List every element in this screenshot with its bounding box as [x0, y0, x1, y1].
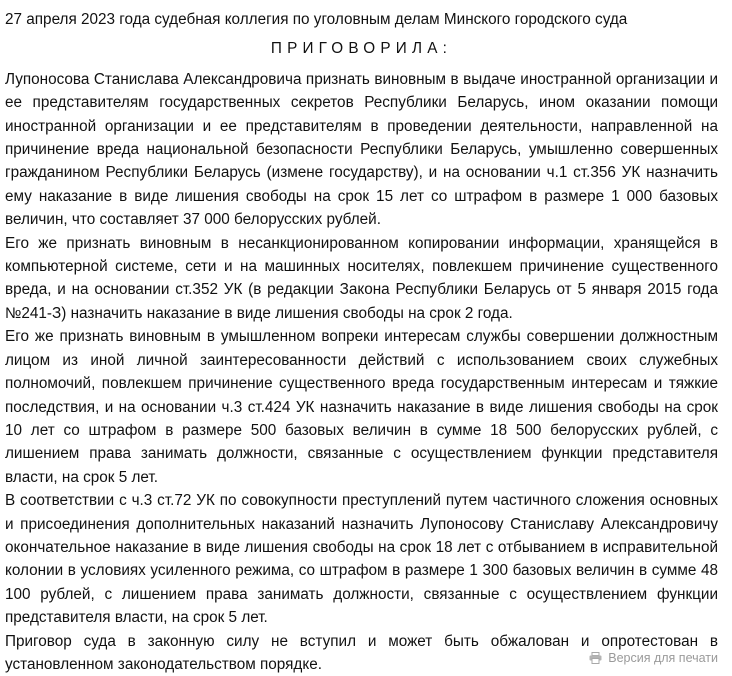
paragraph-sentence-copying: Его же признать виновным в несанкционированном копировании информации, хранящейся в компьютерной системе, сети и на машинных носителях, повлекшем причинение существенного вреда, и на основании ст.352 УК (в редакции Закона Республики Беларусь от 5 января 2015 года №241-З) назначить наказание в виде лишения свободы на срок 2 года.: [5, 234, 718, 322]
print-version-link[interactable]: [589, 651, 718, 665]
printer-icon: [589, 652, 602, 664]
paragraph-appeal-notice: Приговор суда в законную силу не вступил и может быть обжалован и опротестован в установленном законодательством порядке.: [5, 632, 718, 673]
paragraph-sentence-final: В соответствии с ч.3 ст.72 УК по совокупности преступлений путем частичного сложения основных и присоединения дополнительных наказаний назначить Лупоносову Станиславу Александровичу окончательное наказание в виде лишения свободы на срок 18 лет с отбыванием в исправительной колонии в условиях усиленного режима, со штрафом в размере 1 300 базовых величин в сумме 48 100 рублей, с лишением права занимать должности, связанные с осуществлением функции представителя власти, на срок 5 лет.: [5, 492, 718, 627]
print-version-label: Версия для печати: [608, 651, 718, 665]
verdict-document: [5, 8, 718, 676]
paragraph-sentence-main: Лупоносова Станислава Александровича признать виновным в выдаче иностранной организации и ее представителям государственных секретов Республики Беларусь, ином оказании помощи иностранной организации и ее представителям в проведении деятельности, направленной на причинение вреда национальной безопасности Республики Беларусь, умышленно совершенных гражданином Республики Беларусь (измене государству), и на основании ч.1 ст.356 УК назначить ему наказание в виде лишения свободы на срок 15 лет со штрафом в размере 1 000 базовых величин, что составляет 37 000 белорусских рублей.: [5, 70, 718, 229]
paragraph-sentence-abuse: Его же признать виновным в умышленном вопреки интересам службы совершении должностным лицом из иной личной заинтересованности действий с использованием своих служебных полномочий, повлекшем причинение существенного вреда государственным интересам и тяжкие последствия, и на основании ч.3 ст.424 УК назначить наказание в виде лишения свободы на срок 10 лет со штрафом в размере 500 базовых величин в сумме 18 500 белорусских рублей, с лишением права занимать должности, связанные с осуществлением функции представителя власти, на срок 5 лет.: [5, 328, 718, 486]
verdict-heading: ПРИГОВОРИЛА:: [270, 40, 453, 58]
date-line: 27 апреля 2023 года судебная коллегия по уголовным делам Минского городского суда: [5, 11, 628, 28]
